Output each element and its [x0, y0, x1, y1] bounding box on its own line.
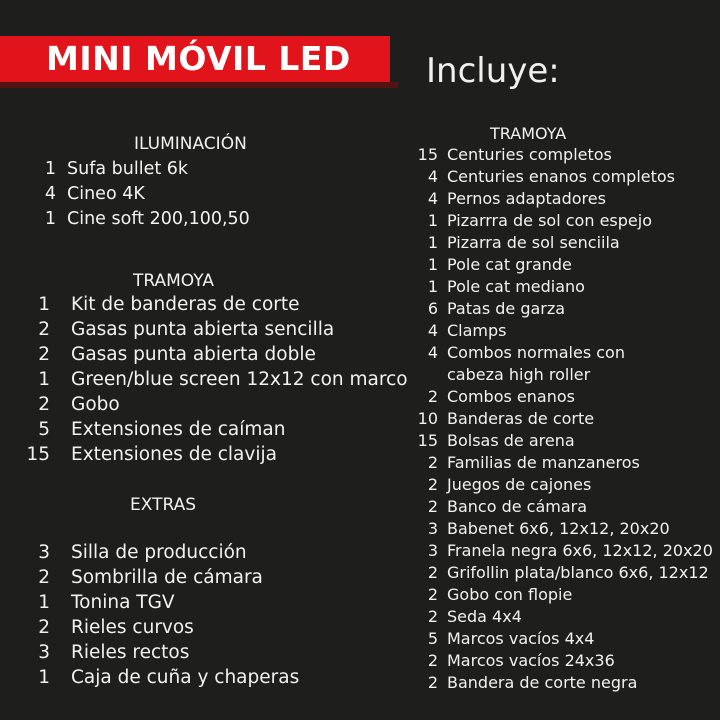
- item-quantity: 1: [38, 369, 50, 390]
- item-quantity: 2: [427, 497, 438, 516]
- item-description: Silla de producción: [71, 542, 247, 563]
- page-title: MINI MÓVIL LED: [46, 39, 351, 78]
- item-description: Franela negra 6x6, 12x12, 20x20: [447, 541, 713, 560]
- item-description: Rieles rectos: [71, 642, 190, 663]
- item-description: Pole cat mediano: [447, 277, 585, 296]
- item-description: Centuries enanos completos: [447, 167, 676, 186]
- item-quantity: 4: [427, 321, 438, 340]
- item-quantity: 2: [38, 567, 50, 588]
- heading-tramoya-left: TRAMOYA: [133, 271, 214, 291]
- item-description: Gasas punta abierta doble: [71, 344, 316, 365]
- heading-tramoya-right: TRAMOYA: [490, 124, 567, 143]
- item-description: Seda 4x4: [447, 607, 522, 626]
- item-quantity: 2: [38, 617, 50, 638]
- item-quantity: 2: [427, 453, 438, 472]
- item-description: Babenet 6x6, 12x12, 20x20: [447, 519, 670, 538]
- item-description: Marcos vacíos 4x4: [447, 629, 595, 648]
- item-description: Cineo 4K: [67, 184, 145, 204]
- item-quantity: 4: [427, 189, 438, 208]
- item-description: Pernos adaptadores: [447, 189, 606, 208]
- item-description: Gobo: [71, 394, 120, 415]
- item-quantity: 2: [427, 673, 438, 692]
- item-quantity: 2: [427, 651, 438, 670]
- item-description: Gobo con flopie: [447, 585, 573, 604]
- item-quantity: 15: [417, 431, 438, 450]
- item-quantity: 1: [44, 159, 56, 179]
- item-description: Caja de cuña y chaperas: [71, 667, 300, 688]
- item-quantity: 5: [38, 419, 50, 440]
- item-quantity: 1: [38, 592, 50, 613]
- item-quantity: 2: [38, 319, 50, 340]
- item-quantity: 2: [427, 475, 438, 494]
- item-quantity: 1: [427, 233, 438, 252]
- item-description: Extensiones de caíman: [71, 419, 286, 440]
- item-quantity: 15: [417, 145, 438, 164]
- item-quantity: 1: [427, 255, 438, 274]
- item-quantity: 6: [427, 299, 438, 318]
- item-quantity: 4: [44, 184, 56, 204]
- item-quantity: 4: [427, 343, 438, 362]
- item-quantity: 15: [26, 444, 50, 465]
- item-description: Grifollin plata/blanco 6x6, 12x12: [447, 563, 709, 582]
- item-quantity: 10: [417, 409, 438, 428]
- item-description: Gasas punta abierta sencilla: [71, 319, 335, 340]
- item-description: Green/blue screen 12x12 con marco: [71, 369, 408, 390]
- item-quantity: 5: [427, 629, 438, 648]
- item-quantity: 3: [38, 542, 50, 563]
- item-description: Marcos vacíos 24x36: [447, 651, 615, 670]
- includes-label: Incluye:: [426, 51, 560, 91]
- item-quantity: 2: [427, 387, 438, 406]
- item-description: Centuries completos: [447, 145, 612, 164]
- item-quantity: 2: [427, 607, 438, 626]
- item-description: Sufa bullet 6k: [67, 159, 189, 179]
- item-description: Combos enanos: [447, 387, 575, 406]
- item-quantity: 1: [427, 211, 438, 230]
- item-description: Sombrilla de cámara: [71, 567, 263, 588]
- item-description: Extensiones de clavija: [71, 444, 277, 465]
- item-quantity: 4: [427, 167, 438, 186]
- item-quantity: 1: [38, 667, 50, 688]
- item-description: Bandera de corte negra: [447, 673, 638, 692]
- item-description: Rieles curvos: [71, 617, 194, 638]
- item-quantity: 2: [427, 563, 438, 582]
- heading-iluminacion: ILUMINACIÓN: [134, 134, 247, 154]
- item-description: Juegos de cajones: [447, 475, 592, 494]
- item-description: Tonina TGV: [71, 592, 175, 613]
- item-quantity: 2: [38, 394, 50, 415]
- item-description: Banderas de corte: [447, 409, 595, 428]
- item-quantity: 1: [44, 209, 56, 229]
- item-description: Familias de manzaneros: [447, 453, 640, 472]
- item-description: Patas de garza: [447, 299, 566, 318]
- item-quantity: 3: [38, 642, 50, 663]
- item-description: Pizarra de sol senciila: [447, 233, 620, 252]
- item-description: Pole cat grande: [447, 255, 572, 274]
- item-description: Pizarrra de sol con espejo: [447, 211, 652, 230]
- heading-extras: EXTRAS: [130, 495, 197, 515]
- title-banner-shadow: [0, 82, 398, 88]
- item-description: Bolsas de arena: [447, 431, 575, 450]
- item-quantity: 1: [38, 294, 50, 315]
- item-quantity: 2: [38, 344, 50, 365]
- item-description: Banco de cámara: [447, 497, 588, 516]
- item-description: Kit de banderas de corte: [71, 294, 300, 315]
- item-description: Clamps: [447, 321, 507, 340]
- item-quantity: 1: [427, 277, 438, 296]
- item-quantity: 3: [427, 541, 438, 560]
- item-quantity: 3: [427, 519, 438, 538]
- item-quantity: 2: [427, 585, 438, 604]
- item-description: cabeza high roller: [447, 365, 591, 384]
- item-description: Combos normales con: [447, 343, 625, 362]
- item-description: Cine soft 200,100,50: [67, 209, 250, 229]
